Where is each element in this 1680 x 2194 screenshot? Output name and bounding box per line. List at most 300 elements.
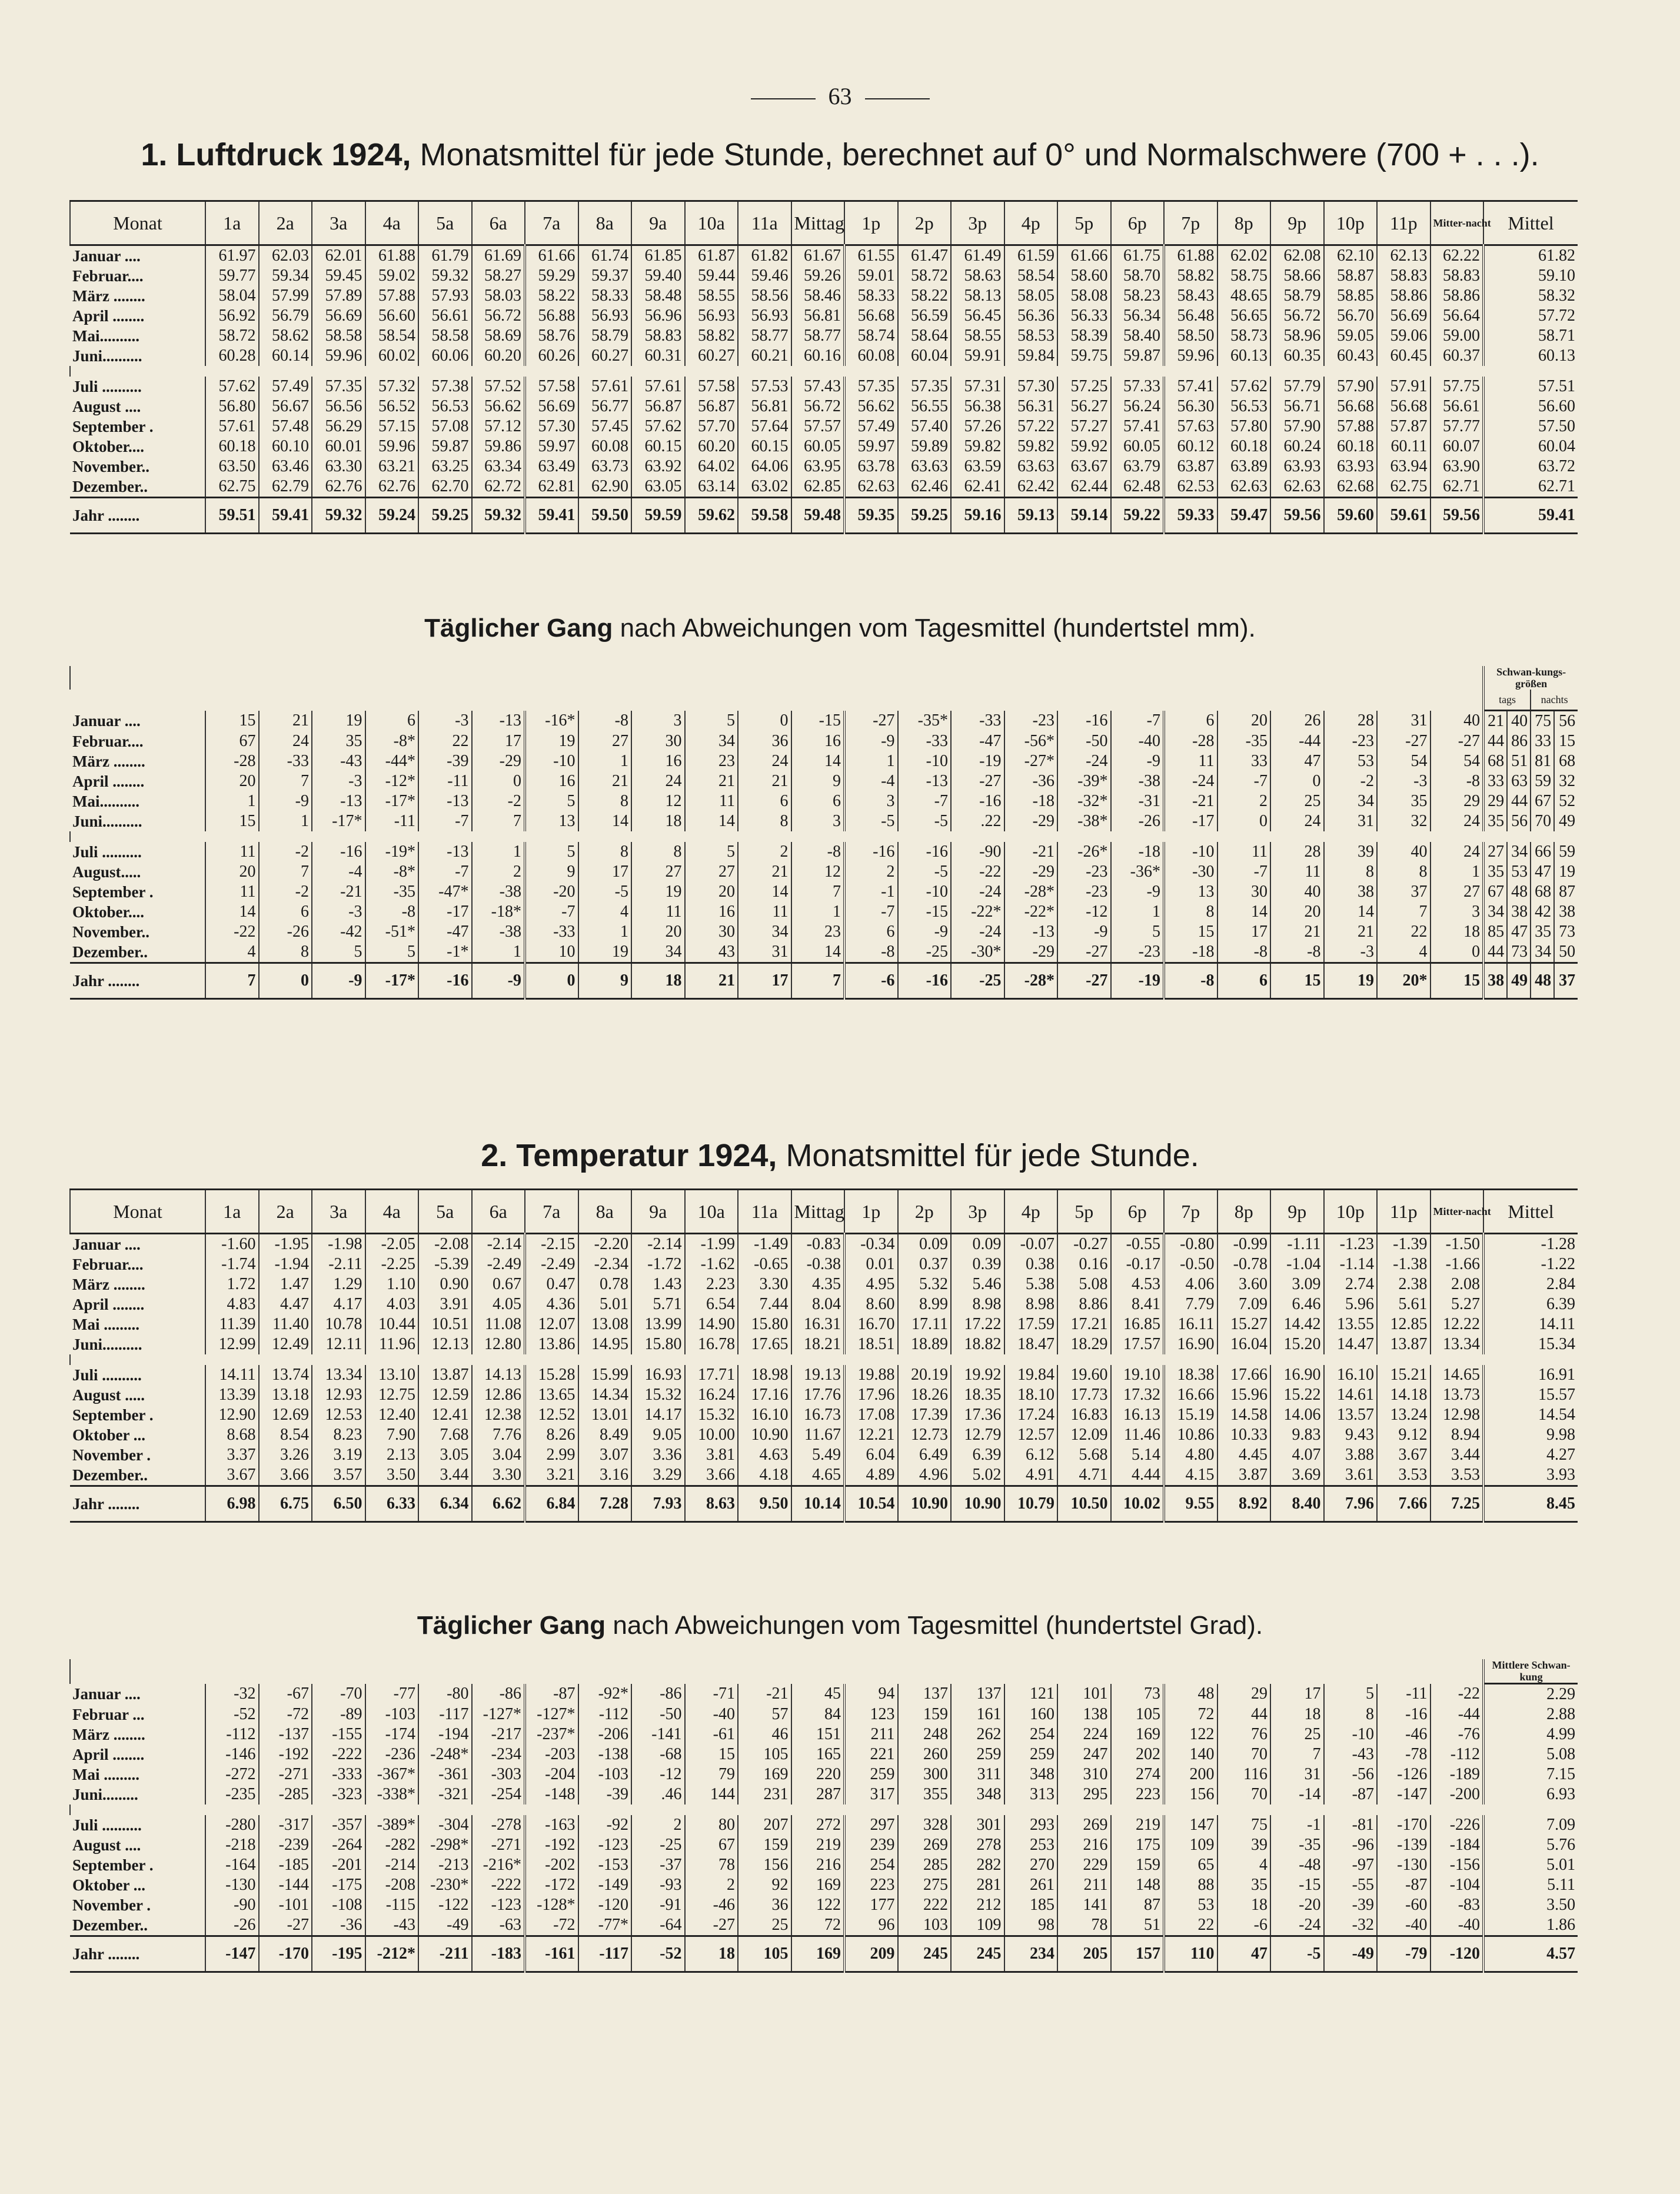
amplitude-value: 67 <box>1531 791 1554 811</box>
cell-value: 5.01 <box>578 1294 632 1314</box>
header-hour: 4a <box>365 201 419 245</box>
cell-value: 20.19 <box>898 1365 952 1385</box>
cell-value: 62.75 <box>205 477 259 498</box>
cell-value: 56.48 <box>1164 306 1217 326</box>
month-row <box>70 1294 1578 1314</box>
cell-value: -147 <box>205 1936 259 1972</box>
cell-value: 281 <box>951 1875 1004 1895</box>
cell-value: 109 <box>1164 1835 1217 1855</box>
cell-value: 62.44 <box>1057 477 1111 498</box>
cell-value: 62.90 <box>578 477 632 498</box>
amplitude-tags: tags <box>1483 690 1531 711</box>
cell-value: -9 <box>1111 751 1165 771</box>
month-row <box>70 1684 1578 1705</box>
cell-value: -48 <box>1270 1855 1324 1875</box>
cell-value: 57.35 <box>312 377 365 397</box>
cell-value: 57.87 <box>1377 417 1431 437</box>
cell-value: -27 <box>1377 731 1431 751</box>
header-hour: 9p <box>1270 1190 1324 1234</box>
header-hour: 6a <box>472 201 525 245</box>
cell-value: 59.82 <box>1004 437 1058 457</box>
cell-value: 13.39 <box>205 1385 259 1405</box>
cell-value: 10.50 <box>1057 1486 1111 1522</box>
cell-value: 147 <box>1164 1815 1217 1835</box>
cell-value: 4 <box>205 942 259 963</box>
cell-value: 59.01 <box>844 266 898 286</box>
cell-value: -21 <box>738 1684 791 1705</box>
header-hour: 7p <box>1164 1190 1217 1234</box>
cell-value: 14.90 <box>685 1314 738 1334</box>
cell-value: -280 <box>205 1815 259 1835</box>
cell-value: 18 <box>1270 1704 1324 1724</box>
cell-value: 56.33 <box>1057 306 1111 326</box>
cell-value: 58.50 <box>1164 326 1217 346</box>
cell-value: 9 <box>791 771 845 791</box>
cell-value: -2 <box>1324 771 1378 791</box>
cell-value: 5.38 <box>1004 1274 1058 1294</box>
cell-value: 4.15 <box>1164 1465 1217 1486</box>
cell-value: 60.06 <box>418 346 472 366</box>
cell-value: 62.02 <box>1217 245 1271 267</box>
cell-value: 57.40 <box>898 417 952 437</box>
cell-value: -22 <box>951 862 1004 882</box>
cell-value: 56.81 <box>791 306 845 326</box>
cell-value: -40 <box>685 1704 738 1724</box>
cell-value: -11 <box>1377 1684 1431 1705</box>
cell-value: -9 <box>898 922 952 942</box>
cell-value: 141 <box>1057 1895 1111 1915</box>
cell-value: 16.10 <box>1324 1365 1378 1385</box>
cell-value: 5.02 <box>951 1465 1004 1486</box>
cell-value: -50 <box>631 1704 685 1724</box>
cell-value: -40 <box>1431 1915 1484 1936</box>
cell-value: 15 <box>1431 963 1484 999</box>
amplitude-value: 51 <box>1507 751 1531 771</box>
cell-value: 14.13 <box>472 1365 525 1385</box>
cell-value: -72 <box>525 1915 578 1936</box>
cell-value: 59.56 <box>1270 498 1324 534</box>
cell-value: 56.93 <box>685 306 738 326</box>
cell-value: 59.50 <box>578 498 632 534</box>
cell-value: 12.99 <box>205 1334 259 1354</box>
cell-value: -49 <box>418 1915 472 1936</box>
cell-value: -87 <box>525 1684 578 1705</box>
cell-value: 56.69 <box>1377 306 1431 326</box>
cell-value: 63.21 <box>365 457 419 477</box>
cell-value: 70 <box>1217 1785 1271 1805</box>
amplitude-value: 49 <box>1554 811 1578 831</box>
cell-value: -226 <box>1431 1815 1484 1835</box>
cell-value: 0.38 <box>1004 1254 1058 1274</box>
cell-value: 285 <box>898 1855 952 1875</box>
cell-value: -25 <box>898 942 952 963</box>
cell-value: 60.15 <box>738 437 791 457</box>
cell-value: -3 <box>1377 771 1431 791</box>
cell-value: 63.72 <box>1483 457 1578 477</box>
cell-value: 9.05 <box>631 1425 685 1445</box>
month-row <box>70 1724 1578 1744</box>
cell-value: 11 <box>1164 751 1217 771</box>
cell-value: 15 <box>1270 963 1324 999</box>
month-label: Jahr ........ <box>70 963 205 999</box>
cell-value: -16 <box>844 842 898 862</box>
cell-value: 61.47 <box>898 245 952 267</box>
cell-value: 14 <box>578 811 632 831</box>
cell-value: 1 <box>844 751 898 771</box>
cell-value: 148 <box>1111 1875 1165 1895</box>
cell-value: 17.65 <box>738 1334 791 1354</box>
cell-value: -184 <box>1431 1835 1484 1855</box>
month-row <box>70 397 1578 417</box>
header-mean: Mittel <box>1483 1190 1578 1234</box>
cell-value: 16.10 <box>738 1405 791 1425</box>
month-label: Mai.......... <box>72 327 139 345</box>
month-label: Oktober.... <box>72 903 145 921</box>
cell-value: -15 <box>1270 1875 1324 1895</box>
cell-value: 61.97 <box>205 245 259 267</box>
cell-value: 63.95 <box>791 457 845 477</box>
cell-value: 56.79 <box>259 306 312 326</box>
cell-value: 30 <box>1217 882 1271 902</box>
cell-value: 14.61 <box>1324 1385 1378 1405</box>
cell-value: 14.11 <box>205 1365 259 1385</box>
cell-value: 63.25 <box>418 457 472 477</box>
cell-value: 63.63 <box>898 457 952 477</box>
amplitude-value: 2.88 <box>1483 1704 1578 1724</box>
month-row <box>70 862 1578 882</box>
cell-value: 16.78 <box>685 1334 738 1354</box>
cell-value: 14 <box>791 751 845 771</box>
cell-value: 56.30 <box>1164 397 1217 417</box>
cell-value: 18 <box>631 811 685 831</box>
cell-value: 17.76 <box>791 1385 845 1405</box>
cell-value: 3.04 <box>472 1445 525 1465</box>
cell-value: 59.61 <box>1377 498 1431 534</box>
cell-value: 15.27 <box>1217 1314 1271 1334</box>
cell-value: 10.44 <box>365 1314 419 1334</box>
cell-value: -1.22 <box>1483 1254 1578 1274</box>
month-row <box>70 922 1578 942</box>
section2-title: 2. Temperatur 1924, Monatsmittel für jede Stunde. <box>481 1138 1199 1173</box>
cell-value: 2.23 <box>685 1274 738 1294</box>
cell-value: 21 <box>1324 922 1378 942</box>
cell-value: 58.58 <box>312 326 365 346</box>
cell-value: -361 <box>418 1764 472 1785</box>
cell-value: 59.25 <box>898 498 952 534</box>
header-hour: 4a <box>365 1190 419 1234</box>
month-label: November.. <box>72 458 149 475</box>
cell-value: 211 <box>1057 1875 1111 1895</box>
cell-value: -272 <box>205 1764 259 1785</box>
cell-value: -282 <box>365 1835 419 1855</box>
cell-value: 109 <box>951 1915 1004 1936</box>
cell-value: 11.96 <box>365 1334 419 1354</box>
month-row <box>70 1815 1578 1835</box>
cell-value: 3.29 <box>631 1465 685 1486</box>
cell-value: 62.71 <box>1431 477 1484 498</box>
cell-value: 8.40 <box>1270 1486 1324 1522</box>
cell-value: 57.26 <box>951 417 1004 437</box>
cell-value: 72 <box>791 1915 845 1936</box>
cell-value: 3 <box>844 791 898 811</box>
month-label: September . <box>72 1406 154 1424</box>
cell-value: -36* <box>1111 862 1165 882</box>
cell-value: 60.20 <box>685 437 738 457</box>
month-row <box>70 1855 1578 1875</box>
header-hour: 2p <box>898 201 952 245</box>
cell-value: -120 <box>1431 1936 1484 1972</box>
month-label: September . <box>72 418 154 435</box>
cell-value: 33 <box>1217 751 1271 771</box>
month-label: August..... <box>72 863 141 881</box>
month-row <box>70 346 1578 366</box>
cell-value: -3 <box>312 902 365 922</box>
cell-value: -30 <box>1164 862 1217 882</box>
cell-value: -33 <box>259 751 312 771</box>
cell-value: 18 <box>631 963 685 999</box>
cell-value: 59.37 <box>578 266 632 286</box>
cell-value: 59.32 <box>418 266 472 286</box>
cell-value: 58.33 <box>578 286 632 306</box>
cell-value: -39* <box>1057 771 1111 791</box>
cell-value: -2.15 <box>525 1234 578 1255</box>
header-hour: Mittag <box>791 1190 845 1234</box>
cell-value: 63.34 <box>472 457 525 477</box>
cell-value: 16.83 <box>1057 1405 1111 1425</box>
cell-value: 0 <box>1270 771 1324 791</box>
cell-value: 12.13 <box>418 1334 472 1354</box>
cell-value: 34 <box>685 731 738 751</box>
cell-value: 3.26 <box>259 1445 312 1465</box>
cell-value: -333 <box>312 1764 365 1785</box>
cell-value: 13.08 <box>578 1314 632 1334</box>
cell-value: 61.49 <box>951 245 1004 267</box>
cell-value: -1.99 <box>685 1234 738 1255</box>
cell-value: 3.30 <box>472 1465 525 1486</box>
cell-value: 19.92 <box>951 1365 1004 1385</box>
amplitude-value: 29 <box>1483 791 1507 811</box>
cell-value: 8 <box>578 791 632 811</box>
cell-value: 19.10 <box>1111 1365 1165 1385</box>
cell-value: 16.91 <box>1483 1365 1578 1385</box>
cell-value: -6 <box>844 963 898 999</box>
cell-value: 87 <box>1111 1895 1165 1915</box>
cell-value: 56.68 <box>1324 397 1378 417</box>
cell-value: 7 <box>472 811 525 831</box>
cell-value: 56.71 <box>1270 397 1324 417</box>
cell-value: 328 <box>898 1815 952 1835</box>
cell-value: 58.86 <box>1377 286 1431 306</box>
cell-value: 64.02 <box>685 457 738 477</box>
header-hour: 7p <box>1164 201 1217 245</box>
cell-value: -218 <box>205 1835 259 1855</box>
header-hour: 7a <box>525 201 578 245</box>
cell-value: 19.13 <box>791 1365 845 1385</box>
month-row <box>70 1405 1578 1425</box>
month-label: Dezember.. <box>72 478 148 495</box>
section1b-title: Täglicher Gang nach Abweichungen vom Tagesmittel (hundertstel mm). <box>424 614 1256 642</box>
cell-value: 3.61 <box>1324 1465 1378 1486</box>
header-hour: 11p <box>1377 1190 1431 1234</box>
cell-value: 11.40 <box>259 1314 312 1334</box>
cell-value: 59.59 <box>631 498 685 534</box>
cell-value: -28 <box>205 751 259 771</box>
cell-value: 1.43 <box>631 1274 685 1294</box>
cell-value: 8 <box>578 842 632 862</box>
cell-value: -16 <box>1057 711 1111 732</box>
cell-value: 58.54 <box>1004 266 1058 286</box>
amplitude-value: 87 <box>1554 882 1578 902</box>
cell-value: 56.60 <box>1483 397 1578 417</box>
cell-value: 57.70 <box>685 417 738 437</box>
cell-value: 63.90 <box>1431 457 1484 477</box>
cell-value: -222 <box>312 1744 365 1764</box>
cell-value: -1.49 <box>738 1234 791 1255</box>
cell-value: -120 <box>578 1895 632 1915</box>
cell-value: 62.46 <box>898 477 952 498</box>
cell-value: 58.60 <box>1057 266 1111 286</box>
cell-value: -18* <box>472 902 525 922</box>
cell-value: 169 <box>738 1764 791 1785</box>
cell-value: -20 <box>525 882 578 902</box>
cell-value: 5.96 <box>1324 1294 1378 1314</box>
cell-value: -22 <box>1431 1684 1484 1705</box>
cell-value: 5 <box>685 842 738 862</box>
month-label: Januar .... <box>72 1236 141 1253</box>
cell-value: 3.88 <box>1324 1445 1378 1465</box>
amplitude-value: 35 <box>1531 922 1554 942</box>
month-label: Mai ......... <box>72 1766 139 1783</box>
cell-value: 63.94 <box>1377 457 1431 477</box>
month-row <box>70 1425 1578 1445</box>
cell-value: -148 <box>525 1785 578 1805</box>
cell-value: 48 <box>1164 1684 1217 1705</box>
cell-value: 59.35 <box>844 498 898 534</box>
cell-value: -7 <box>1217 771 1271 791</box>
cell-value: -2.34 <box>578 1254 632 1274</box>
cell-value: -47 <box>951 731 1004 751</box>
cell-value: 17.11 <box>898 1314 952 1334</box>
cell-value: 3.44 <box>1431 1445 1484 1465</box>
amplitude-value: 52 <box>1554 791 1578 811</box>
cell-value: 56.61 <box>1431 397 1484 417</box>
cell-value: 57.32 <box>365 377 419 397</box>
cell-value: 8.99 <box>898 1294 952 1314</box>
cell-value: 21 <box>738 862 791 882</box>
cell-value: -5 <box>898 811 952 831</box>
cell-value: 19.84 <box>1004 1365 1058 1385</box>
cell-value: 63.63 <box>1004 457 1058 477</box>
cell-value: 1 <box>1111 902 1165 922</box>
cell-value: 62.75 <box>1377 477 1431 498</box>
cell-value: 59.47 <box>1217 498 1271 534</box>
month-label: Oktober ... <box>72 1426 146 1444</box>
cell-value: 63.93 <box>1324 457 1378 477</box>
cell-value: 57.93 <box>418 286 472 306</box>
cell-value: 16 <box>685 902 738 922</box>
cell-value: 138 <box>1057 1704 1111 1724</box>
month-label: April ........ <box>72 1746 145 1763</box>
cell-value: 58.87 <box>1324 266 1378 286</box>
cell-value: 63.87 <box>1164 457 1217 477</box>
cell-value: -112 <box>205 1724 259 1744</box>
amplitude-value: 50 <box>1554 942 1578 963</box>
amplitude-value: 3.50 <box>1483 1895 1578 1915</box>
cell-value: -2.14 <box>631 1234 685 1255</box>
cell-value: -89 <box>312 1704 365 1724</box>
cell-value: -55 <box>1324 1875 1378 1895</box>
cell-value: 13.18 <box>259 1385 312 1405</box>
cell-value: -2.25 <box>365 1254 419 1274</box>
cell-value: -91 <box>631 1895 685 1915</box>
cell-value: 8.98 <box>951 1294 1004 1314</box>
cell-value: 2.74 <box>1324 1274 1378 1294</box>
cell-value: 245 <box>898 1936 952 1972</box>
amplitude-value: 49 <box>1507 963 1531 999</box>
cell-value: -24 <box>951 922 1004 942</box>
cell-value: 7.90 <box>365 1425 419 1445</box>
header-hour: 4p <box>1004 1190 1058 1234</box>
cell-value: 59.97 <box>525 437 578 457</box>
cell-value: -29 <box>1004 942 1058 963</box>
cell-value: -122 <box>418 1895 472 1915</box>
cell-value: 348 <box>951 1785 1004 1805</box>
cell-value: 57.62 <box>205 377 259 397</box>
cell-value: 60.05 <box>1111 437 1165 457</box>
cell-value: 18.10 <box>1004 1385 1058 1405</box>
cell-value: 14 <box>791 942 845 963</box>
cell-value: 12.75 <box>365 1385 419 1405</box>
cell-value: 3.81 <box>685 1445 738 1465</box>
cell-value: -2.11 <box>312 1254 365 1274</box>
cell-value: -217 <box>472 1724 525 1744</box>
cell-value: 14 <box>738 882 791 902</box>
cell-value: 12.85 <box>1377 1314 1431 1334</box>
cell-value: 5 <box>312 942 365 963</box>
cell-value: 23 <box>685 751 738 771</box>
header-hour: 10p <box>1324 1190 1378 1234</box>
cell-value: -9 <box>259 791 312 811</box>
cell-value: 61.55 <box>844 245 898 267</box>
cell-value: -155 <box>312 1724 365 1744</box>
cell-value: 17 <box>578 862 632 882</box>
cell-value: 25 <box>738 1915 791 1936</box>
month-label: Januar .... <box>72 712 141 730</box>
cell-value: 260 <box>898 1744 952 1764</box>
month-row <box>70 751 1578 771</box>
cell-value: 24 <box>1431 842 1484 862</box>
cell-value: 10.90 <box>951 1486 1004 1522</box>
cell-value: 123 <box>844 1704 898 1724</box>
cell-value: 10.86 <box>1164 1425 1217 1445</box>
cell-value: -25 <box>951 963 1004 999</box>
cell-value: 57.51 <box>1483 377 1578 397</box>
cell-value: -24 <box>951 882 1004 902</box>
cell-value: -214 <box>365 1855 419 1875</box>
cell-value: 137 <box>951 1684 1004 1705</box>
cell-value: -44 <box>1270 731 1324 751</box>
month-row <box>70 1385 1578 1405</box>
cell-value: 56.62 <box>472 397 525 417</box>
cell-value: 6.75 <box>259 1486 312 1522</box>
cell-value: 20 <box>205 862 259 882</box>
cell-value: -112 <box>1431 1744 1484 1764</box>
cell-value: 211 <box>844 1724 898 1744</box>
cell-value: 43 <box>685 942 738 963</box>
cell-value: -40 <box>1377 1915 1431 1936</box>
cell-value: 13.01 <box>578 1405 632 1425</box>
cell-value: 18.21 <box>791 1334 845 1354</box>
